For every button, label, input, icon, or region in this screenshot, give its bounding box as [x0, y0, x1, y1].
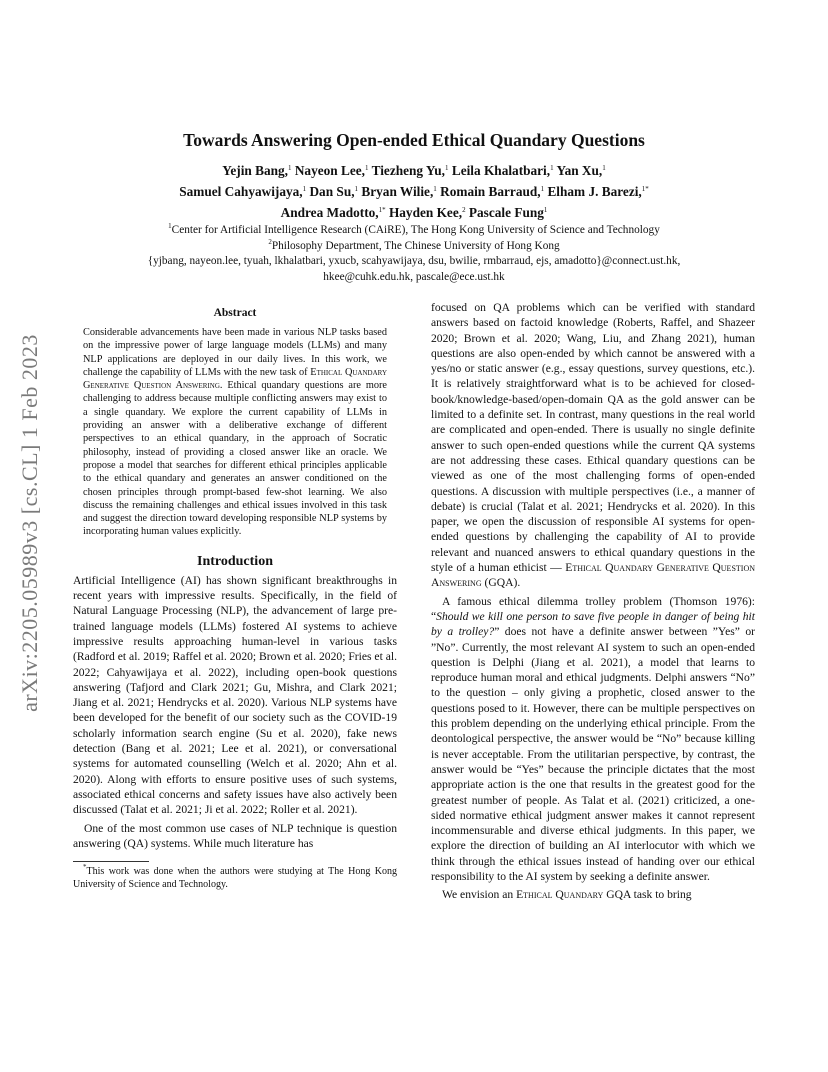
author-name: Samuel Cahyawijaya, — [179, 184, 303, 199]
arxiv-identifier: arXiv:2205.05989v3 [cs.CL] 1 Feb 2023 — [17, 334, 42, 712]
task-name: Ethical Quandary Generative Question Answering — [431, 561, 755, 590]
right-column — [431, 300, 755, 903]
author-name: Pascale Fung — [468, 205, 544, 220]
affiliation-marker: 1 — [168, 222, 172, 230]
affiliation-marker: 1 — [433, 185, 437, 193]
email-list: {yjbang, nayeon.lee, tyuah, lkhalatbari, yxucb, scahyawijaya, dsu, bwilie, rmbarraud, ejs, amadotto}@connect.ust.hk, — [147, 255, 681, 267]
affiliations — [60, 223, 768, 285]
author-name: Yan Xu, — [556, 163, 603, 178]
affiliation-1 — [60, 223, 768, 239]
abstract-text-part: . Ethical quandary questions are more challenging to address because multiple conflicting answers may exist to a single quandary. We explore the current capability of LLMs in providing an answer with a deliberative exchange of different perspectives to an ethical quandary, in the approach of Socratic philosophy, instead of providing a closed answer like an oracle. We propose a model that searches for different ethical principles applicable to the ethical quandary and generates an answer conditioned on the chosen principles through prompt-based few-shot learning. We also discuss the remaining challenges and ethical issues involved in this task and suggest the direction toward developing responsible NLP systems by incorporating human values explicitly. — [83, 380, 387, 538]
abstract-text — [83, 326, 387, 539]
author-list — [70, 160, 758, 223]
author-name: Nayeon Lee, — [294, 163, 365, 178]
paragraph: Artificial Intelligence (AI) has shown significant breakthroughs in recent years with impressive results. Specifically, in the field of Natural Language Processing (NLP), the advancement of large pre-trained language models (LLMs) fostered AI systems to achieve impressive results approaching human-level in various tasks (Radford et al. 2019; Raffel et al. 2020; Brown et al. 2020; Fries et al. 2022; Cahyawijaya et al. 2022), including open-book questions answering (Tafjord and Clark 2021; Gu, Mishra, and Clark 2021; Jiang et al. 2021; Hendrycks et al. 2020). Various NLP systems have been developed for the benefit of our society such as the COVID-19 scholarly information search engine (Su et al. 2020), fake news detection (Bang et al. 2021; Lee et al. 2021), or conversational systems for automated counselling (Welch et al. 2020; Ahn et al. 2020). Along with efforts to ensure positive uses of such systems, associated ethical concerns and safety issues have also actively been discussed (Talat et al. 2021; Ji et al. 2022; Roller et al. 2021). — [73, 573, 397, 817]
affiliation-marker: 1 — [540, 185, 545, 193]
footnote-rule — [73, 861, 149, 862]
affiliation-marker: 2 — [268, 237, 272, 246]
affiliation-marker: 1 — [602, 164, 606, 172]
task-name: Ethical Quandary Generative Question Answering — [83, 366, 387, 392]
paragraph-text: We envision an — [442, 888, 517, 902]
author-name: Leila Khalatbari, — [451, 163, 551, 178]
affiliation-marker: 1* — [378, 206, 386, 214]
abstract-text-part: Considerable advancements have been made in various NLP tasks based on the impressive power of large language models (LLMs) and many NLP applications are deployed in our daily lives. In this work, we challenge the capability of LLMs with the new task of — [83, 327, 387, 378]
affiliation-marker: 1 — [365, 164, 369, 172]
author-name: Dan Su, — [309, 184, 355, 199]
author-name: Yejin Bang, — [222, 163, 288, 178]
affiliation-text: Philosophy Department, The Chinese University of Hong Kong — [271, 239, 560, 252]
footnote-marker: * — [83, 863, 87, 872]
affiliation-marker: 2 — [462, 206, 466, 214]
affiliation-marker: 1 — [354, 185, 359, 193]
author-name: Romain Barraud, — [440, 184, 541, 199]
paragraph-text: ” does not have a definite answer between ”Yes” or ”No”. Currently, the most relevant AI system to such an open-ended question is Delphi (Jiang et al. 2021), a model that learns to reproduce human moral and ethical judgments. Delphi answers “No” to the question – only giving a prophetic, closed answer to the questions posed to it. However, there can be multiple perspectives on this problem depending on the underlying ethical principle. From the deontological perspective, the answer would be “No” because killing is never acceptable. From the utilitarian perspective, by contrast, the answer would be “Yes” because the principle dictates that the most appropriate action is the one that results in the greatest good for the greatest number of people. As Talat et al. (2021) criticized, a one-sided normative ethical judgment answer makes it cannot represent incommensurable and diverse ethical judgments. In this paper, we explore the direction of building an AI interlocutor with which we think through the ethical issues instead of handing over our ethical responsibility to the AI system by seeking a definite answer. — [431, 625, 755, 883]
affiliation-text: Center for Artificial Intelligence Research (CAiRE), The Hong Kong University of Science and Technology — [171, 224, 660, 236]
affiliation-marker: 1 — [288, 164, 292, 172]
affiliation-marker: 1 — [550, 164, 554, 172]
paragraph — [431, 594, 755, 885]
author-line — [70, 181, 758, 202]
paragraph — [431, 887, 755, 902]
author-name: Hayden Kee, — [388, 205, 463, 220]
paragraph-text: GQA task to bring — [603, 888, 692, 902]
paragraph-text: focused on QA problems which can be verified with standard answers based on factoid knowledge (Roberts, Raffel, and Shazeer 2020; Brown et al. 2020; Wang, Liu, and Zhang 2021), human questions are also open-ended by which cannot be answered with a yes/no or static answer (e.g., essay questions, survey questions, etc.). It is relatively straightforward what is to be achieved for closed-book/knowledge-based/open-domain QA as the gold answer can be limited to a definite set. In contrast, many questions in the real world are complicated and open-ended. There is usually no single definite answer to such open-ended questions while the current QA systems are not addressing these cases. Ethical quandary questions can be viewed as one of the most challenging forms of open-ended questions. A discussion with multiple perspectives (i.e., a manner of debate) is crucial (Talat et al. 2021; Hendrycks et al. 2020). In this paper, we open the discussion of responsible AI systems for open-ended questions by challenging the capability of AI to provide relevant and nuanced answers to ethical quandary questions in the style of a human ethicist — — [431, 301, 755, 575]
task-name: Ethical Quandary — [516, 888, 604, 902]
footnote — [73, 865, 397, 891]
paragraph: One of the most common use cases of NLP technique is question answering (QA) systems. While much literature has — [73, 821, 397, 850]
affiliation-marker: 1 — [543, 206, 548, 214]
author-name: Bryan Wilie, — [361, 184, 434, 199]
paragraph — [431, 300, 755, 591]
footnote-text: This work was done when the authors were studying at The Hong Kong University of Science and Technology. — [73, 866, 397, 891]
email-list: hkee@cuhk.edu.hk, pascale@ece.ust.hk — [323, 270, 505, 283]
affiliation-2 — [60, 239, 768, 255]
affiliation-marker: 1 — [302, 185, 307, 193]
author-name: Tiezheng Yu, — [371, 163, 445, 178]
paragraph-text: A famous ethical dilemma trolley problem (Thomson 1976): “ — [431, 594, 755, 623]
author-line — [70, 202, 758, 223]
author-name: Andrea Madotto, — [280, 205, 379, 220]
left-column — [73, 300, 397, 891]
paragraph-text: (GQA). — [481, 576, 521, 590]
section-heading-introduction: Introduction — [197, 553, 273, 569]
trolley-question: Should we kill one person to save five people in danger of being hit by a trolley? — [431, 609, 755, 639]
affiliation-marker: 1 — [445, 164, 449, 172]
abstract-heading: Abstract — [213, 307, 257, 319]
author-name: Elham J. Barezi, — [547, 184, 642, 199]
author-line — [70, 160, 758, 181]
paper-title: Towards Answering Open-ended Ethical Quandary Questions — [183, 130, 645, 150]
affiliation-marker: 1* — [641, 185, 649, 193]
